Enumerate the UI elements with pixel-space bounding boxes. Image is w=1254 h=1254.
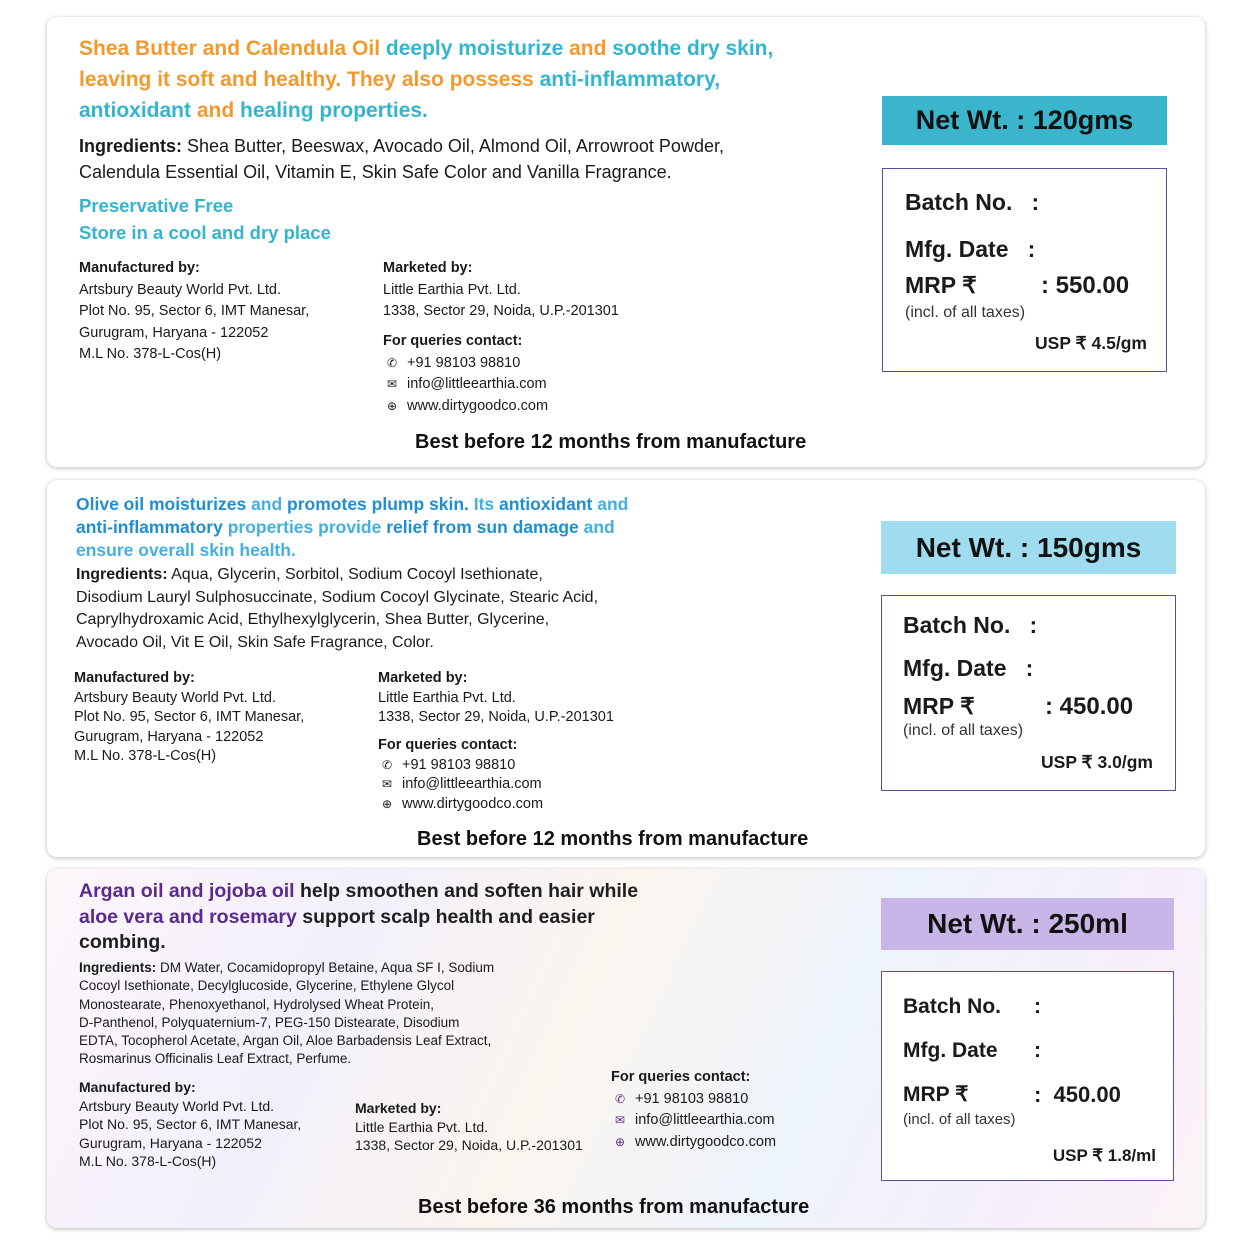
- email-icon: ✉: [381, 777, 393, 791]
- phone-number: +91 98103 98810: [635, 1090, 749, 1107]
- headline-segment: soothe dry skin,: [606, 37, 774, 60]
- headline-segment: combing.: [79, 931, 166, 953]
- mfg-date: Mfg. Date: [903, 1039, 998, 1062]
- headline-segment: Olive oil moisturizes: [76, 494, 247, 514]
- headline-line: [79, 879, 638, 905]
- headline-line: [76, 539, 628, 562]
- ingredients: Ingredients: Aqua, Glycerin, Sorbitol, Sodium Cocoyl Isethionate, Disodium Lauryl Sulphosuccinate, Sodium Cocoyl Glycinate, Stearic Acid, Caprylhydroxamic Acid, Ethylhexylglycerin, Shea Butter, Glycerine, Avocado Oil, Vit E Oil, Skin Safe Fragrance, Color.: [76, 566, 599, 651]
- headline-segment: relief from sun damage: [386, 517, 579, 537]
- headline-segment: aloe vera and rosemary: [79, 905, 297, 928]
- globe-icon: ⊕: [381, 796, 393, 811]
- label-card-argan-oil: [47, 869, 1205, 1228]
- ingredients-label: Ingredients:: [79, 960, 157, 975]
- globe-icon: ⊕: [614, 1134, 626, 1149]
- headline-segment: promotes plump skin.: [287, 494, 469, 514]
- website: www.dirtygoodco.com: [635, 1133, 777, 1150]
- headline-line: [79, 64, 773, 95]
- headline-line: [79, 930, 638, 956]
- website: www.dirtygoodco.com: [407, 397, 549, 414]
- phone-number: +91 98103 98810: [407, 354, 521, 371]
- net-weight-badge: Net Wt. : 250ml: [881, 898, 1174, 950]
- net-weight-badge: Net Wt. : 120gms: [882, 96, 1167, 145]
- contact: For queries contact: ✆ +91 98103 98810 ✉ info@littleearthia.com ⊕ www.dirtygoodco.com: [378, 736, 543, 814]
- headline-line: [76, 493, 628, 516]
- phone-number: +91 98103 98810: [402, 756, 516, 773]
- marketed-by: Marketed by: Little Earthia Pvt. Ltd. 1338, Sector 29, Noida, U.P.-201301: [378, 670, 614, 725]
- usp: USP ₹ 1.8/ml: [1052, 1146, 1156, 1165]
- batch-box: [881, 971, 1174, 1181]
- headline: [79, 879, 638, 956]
- manufactured-by: Manufactured by: Artsbury Beauty World Pvt. Ltd. Plot No. 95, Sector 6, IMT Manesar, Gurugram, Haryana - 122052 M.L No. 378-L-Cos(H): [74, 670, 305, 764]
- contact: For queries contact: ✆ +91 98103 98810 ✉ info@littleearthia.com ⊕ www.dirtygoodco.com: [611, 1067, 776, 1153]
- headline-segment: and: [246, 494, 288, 514]
- mrp-value: : 550.00: [1041, 272, 1130, 299]
- headline-segment: ensure overall skin health.: [76, 540, 296, 560]
- phone-icon: ✆: [614, 1091, 626, 1106]
- website: www.dirtygoodco.com: [402, 795, 544, 812]
- headline-segment: healing properties.: [234, 99, 428, 122]
- headline-segment: and: [578, 517, 615, 537]
- usp: USP ₹ 3.0/gm: [1041, 752, 1153, 772]
- best-before: Best before 36 months from manufacture: [418, 1196, 810, 1218]
- headline-segment: and: [569, 37, 607, 60]
- headline-line: [79, 95, 773, 126]
- manufactured-by: Manufactured by: Artsbury Beauty World Pvt. Ltd. Plot No. 95, Sector 6, IMT Manesar, Gurugram, Haryana - 122052 M.L No. 378-L-Cos(H): [79, 1079, 302, 1169]
- mrp-label: MRP ₹: [903, 693, 975, 719]
- headline-segment: and: [592, 494, 629, 514]
- headline-segment: Argan oil and jojoba oil: [79, 880, 295, 902]
- taxes-note: (incl. of all taxes): [903, 722, 1024, 739]
- mfg-date: Mfg. Date :: [903, 655, 1034, 681]
- ingredients: Ingredients: DM Water, Cocamidopropyl Betaine, Aqua SF I, Sodium Cocoyl Isethionate, Decylglucoside, Glycerine, Ethylene Glycol Monostearate, Phenoxyethanol, Hydrolysed Wheat Protein, D-Panthenol, Polyquaternium-7, PEG-150 Distearate, Disodium EDTA, Tocopherol Acetate, Argan Oil, Aloe Barbadensis Leaf Extract, Rosmarinus Officinalis Leaf Extract, Perfume.: [79, 960, 495, 1067]
- headline-segment: support scalp health and easier: [296, 905, 595, 928]
- marketed-by: Marketed by: Little Earthia Pvt. Ltd. 1338, Sector 29, Noida, U.P.-201301: [383, 260, 619, 319]
- ingredients: Ingredients: Shea Butter, Beeswax, Avocado Oil, Almond Oil, Arrowroot Powder, Calendula Essential Oil, Vitamin E, Skin Safe Color and Vanilla Fragrance.: [79, 136, 724, 182]
- headline-line: [79, 905, 638, 931]
- label-card-shea-butter: [47, 17, 1205, 467]
- headline-segment: anti-inflammatory,: [539, 68, 721, 91]
- mrp-label: MRP ₹: [905, 272, 977, 298]
- email-address: info@littleearthia.com: [407, 376, 547, 392]
- mrp-value: : 450.00: [1034, 1082, 1121, 1107]
- label-card-olive-oil: [47, 480, 1205, 857]
- headline-segment: leaving it soft and healthy. They also possess: [79, 68, 540, 91]
- globe-icon: ⊕: [386, 398, 398, 413]
- email-icon: ✉: [614, 1113, 626, 1127]
- headline-segment: antioxidant: [499, 494, 593, 514]
- headline-line: [76, 516, 628, 539]
- headline-segment: properties provide: [222, 517, 387, 537]
- mfg-colon: :: [1034, 1039, 1041, 1062]
- headline-segment: deeply moisturize: [380, 37, 570, 60]
- net-weight-badge: Net Wt. : 150gms: [881, 521, 1176, 574]
- taxes-note: (incl. of all taxes): [905, 304, 1026, 321]
- email-address: info@littleearthia.com: [402, 776, 542, 792]
- headline-segment: and: [196, 99, 235, 122]
- headline-segment: help smoothen and soften hair while: [294, 880, 639, 902]
- marketed-by: Marketed by: Little Earthia Pvt. Ltd. 1338, Sector 29, Noida, U.P.-201301: [355, 1100, 583, 1153]
- headline-segment: antioxidant: [79, 99, 197, 122]
- phone-icon: ✆: [386, 355, 398, 370]
- email-address: info@littleearthia.com: [635, 1112, 775, 1128]
- storage-note: Store in a cool and dry place: [79, 222, 331, 243]
- contact: For queries contact: ✆ +91 98103 98810 ✉ info@littleearthia.com ⊕ www.dirtygoodco.com: [383, 331, 548, 417]
- headline: [76, 493, 628, 562]
- batch-box: [882, 168, 1167, 372]
- headline-segment: anti-inflammatory: [76, 517, 223, 537]
- storage-notes: [79, 192, 331, 246]
- usp: USP ₹ 4.5/gm: [1035, 333, 1147, 353]
- ingredients-label: Ingredients:: [79, 136, 183, 156]
- batch-number: Batch No.: [903, 995, 1002, 1018]
- headline-line: [79, 33, 773, 64]
- ingredients-label: Ingredients:: [76, 566, 168, 583]
- mrp-value: : 450.00: [1045, 693, 1134, 720]
- phone-icon: ✆: [381, 757, 393, 772]
- headline-segment: Its: [468, 494, 500, 514]
- headline: [79, 33, 773, 126]
- email-icon: ✉: [386, 377, 398, 391]
- mrp-label: MRP ₹: [903, 1083, 969, 1106]
- mfg-date: Mfg. Date :: [905, 236, 1036, 262]
- batch-box: [881, 595, 1176, 791]
- preservative-free-note: Preservative Free: [79, 195, 234, 216]
- batch-number: Batch No. :: [903, 612, 1038, 638]
- manufactured-by: Manufactured by: Artsbury Beauty World Pvt. Ltd. Plot No. 95, Sector 6, IMT Manesar, Gurugram, Haryana - 122052 M.L No. 378-L-Cos(H): [79, 260, 310, 362]
- batch-number: Batch No. :: [905, 189, 1040, 215]
- batch-colon: :: [1034, 995, 1041, 1018]
- taxes-note: (incl. of all taxes): [903, 1111, 1016, 1128]
- best-before: Best before 12 months from manufacture: [415, 431, 807, 453]
- headline-segment: Shea Butter and Calendula Oil: [79, 37, 381, 60]
- best-before: Best before 12 months from manufacture: [417, 828, 809, 850]
